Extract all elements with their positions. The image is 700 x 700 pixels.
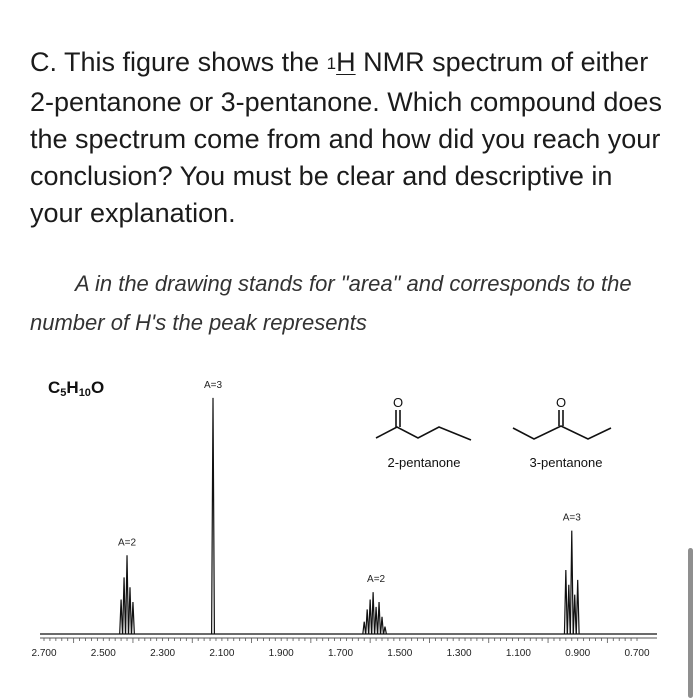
spectrum-peak-line [129,587,132,634]
x-tick-label: 2.100 [209,648,235,659]
pentanone-2-oxygen: O [392,395,404,410]
peak-area-label: A=3 [562,512,581,524]
spectrum-peak-line [120,600,123,634]
isotope-superscript: 1 [326,54,337,73]
peak-group-4 [564,531,579,634]
spectrum-peak-line [363,622,366,634]
spectrum-peak-line [570,531,573,634]
x-tick-label: 1.900 [268,648,294,659]
x-tick-label: 2.300 [150,648,176,659]
molecule-name-2-pentanone: 2-pentanone [387,455,461,470]
spectrum-peak-line [366,609,369,634]
molecular-formula: C5H10O [48,378,105,399]
spectrum-peak-line [564,570,567,634]
question-text-before: This figure shows the [64,47,327,77]
spectrum-peak-line [372,592,375,634]
x-tick-label: 0.900 [565,648,591,659]
area-note-text: A in the drawing stands for "area" and corresponds to the number of H's the peak represents [30,271,632,335]
molecule-name-3-pentanone: 3-pentanone [529,455,603,470]
pentanone-3-skeleton [513,426,611,439]
structure-2-pentanone [376,395,471,470]
peak-area-label: A=2 [367,574,386,586]
structure-3-pentanone [513,395,611,470]
peak-group-2 [212,398,215,634]
peak-group-1 [120,555,135,634]
peak-group-3 [363,592,387,634]
spectrum-peak-line [212,398,215,634]
x-tick-label: 1.300 [446,648,472,659]
question-text-after: NMR spectrum of either 2-pentanone or 3-pentanone. Which compound does the spectrum come from and how did you reach your conclusion? You must be clear and descriptive in your explanation. [30,47,662,228]
nucleus-symbol: H [336,47,356,77]
x-axis [31,638,657,659]
question-part: C. [30,47,57,77]
peak-area-label: A=2 [117,537,137,549]
peak-area-label: A=3 [203,379,223,391]
spectrum-peak-line [375,607,378,634]
spectrum-peak-line [381,617,384,634]
pentanone-3-oxygen: O [555,395,567,410]
spectrum-peak-line [126,555,129,634]
spectrum-peak-line [378,602,381,634]
x-tick-label: 1.500 [387,648,413,659]
spectrum-peak-line [573,595,576,634]
spectrum-peak-line [132,602,135,634]
vertical-scrollbar[interactable] [688,548,693,698]
x-tick-label: 1.700 [327,648,354,659]
x-tick-label: 0.700 [624,648,650,659]
area-labels [118,380,581,585]
x-tick-label: 2.500 [90,648,116,659]
spectrum-peak-line [576,580,579,634]
spectrum-peak-line [567,585,570,634]
pentanone-2-skeleton [376,427,471,440]
spectrum-peak-line [123,577,126,634]
x-tick-label: 1.100 [505,648,531,659]
spectrum-peak-line [384,627,387,634]
x-tick-label: 2.700 [31,648,57,659]
spectrum-peak-line [369,600,372,634]
